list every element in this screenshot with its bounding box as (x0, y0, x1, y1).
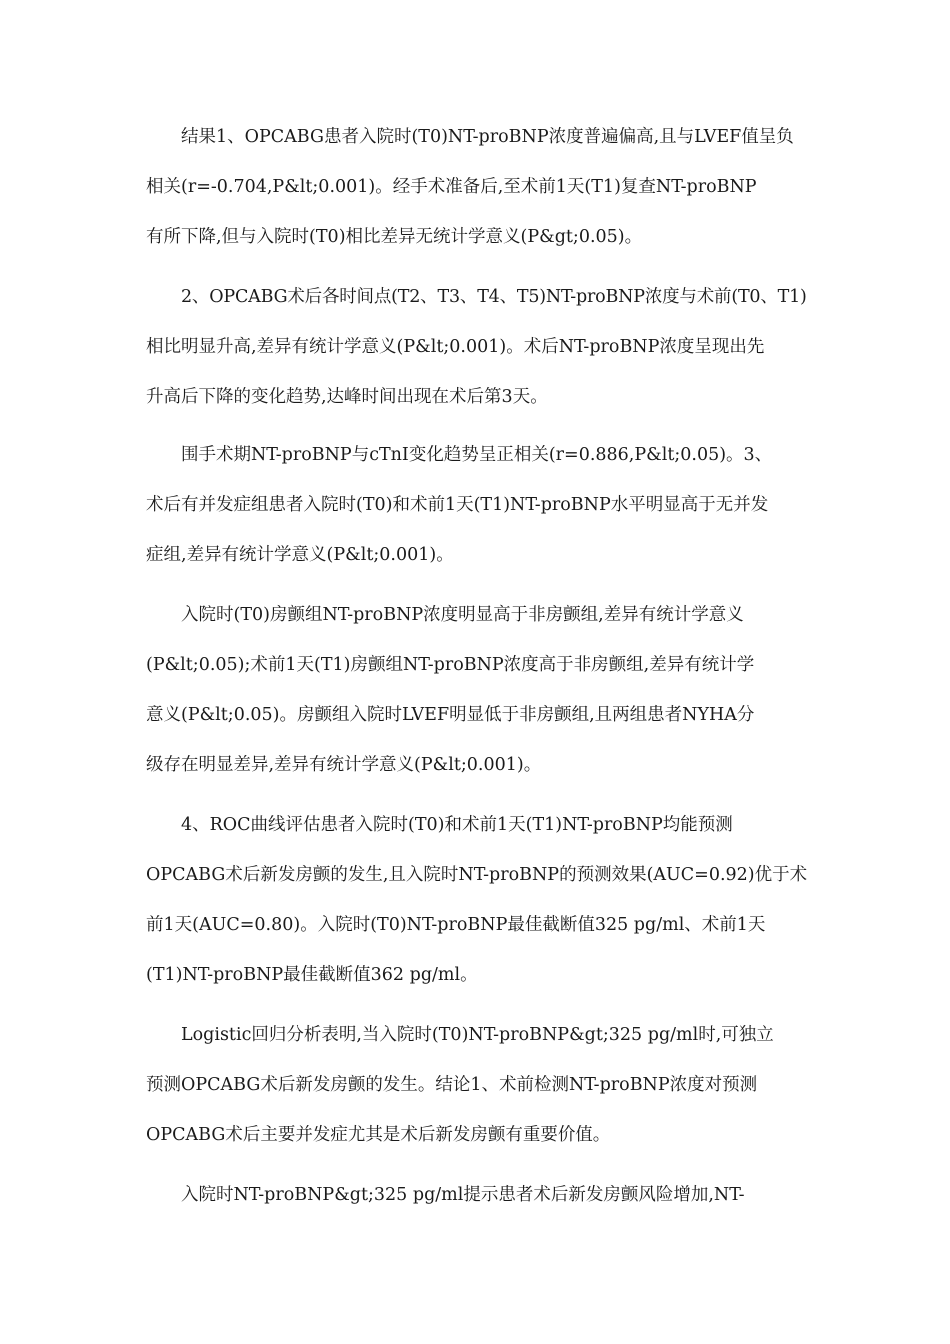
text-line: 相比明显升高,差异有统计学意义(P&lt;0.001)。术后NT-proBNP浓度呈现出先 (146, 337, 765, 357)
paragraph-logistic-conclusion (146, 1010, 810, 1160)
text-line: 2、OPCABG术后各时间点(T2、T3、T4、T5)NT-proBNP浓度与术前(T0、T1) (181, 287, 807, 307)
text-line: 结果1、OPCABG患者入院时(T0)NT-proBNP浓度普遍偏高,且与LVEF值呈负 (181, 127, 794, 147)
text-line: (T1)NT-proBNP最佳截断值362 pg/ml。 (146, 965, 478, 985)
text-line: 预测OPCABG术后新发房颤的发生。结论1、术前检测NT-proBNP浓度对预测 (146, 1075, 758, 1095)
text-line: 入院时(T0)房颤组NT-proBNP浓度明显高于非房颤组,差异有统计学意义 (181, 605, 744, 625)
paragraph-atrial-fibrillation (146, 590, 810, 790)
paragraph-risk (146, 1170, 810, 1220)
text-line: 级存在明显差异,差异有统计学意义(P&lt;0.001)。 (146, 755, 542, 775)
text-line: OPCABG术后主要并发症尤其是术后新发房颤有重要价值。 (146, 1125, 611, 1145)
paragraph-correlation (146, 430, 810, 580)
text-line: 升高后下降的变化趋势,达峰时间出现在术后第3天。 (146, 387, 548, 407)
text-line: 围手术期NT-proBNP与cTnI变化趋势呈正相关(r=0.886,P&lt;0.05)。3、 (181, 445, 773, 465)
text-line: 有所下降,但与入院时(T0)相比差异无统计学意义(P&gt;0.05)。 (146, 227, 643, 247)
paragraph-roc (146, 800, 810, 1000)
paragraph-results-1 (146, 112, 810, 262)
text-line: 意义(P&lt;0.05)。房颤组入院时LVEF明显低于非房颤组,且两组患者NYHA分 (146, 705, 755, 725)
text-line: 症组,差异有统计学意义(P&lt;0.001)。 (146, 545, 454, 565)
text-line: 4、ROC曲线评估患者入院时(T0)和术前1天(T1)NT-proBNP均能预测 (181, 815, 733, 835)
text-line: Logistic回归分析表明,当入院时(T0)NT-proBNP&gt;325 pg/ml时,可独立 (181, 1025, 774, 1045)
text-line: 前1天(AUC=0.80)。入院时(T0)NT-proBNP最佳截断值325 pg/ml、术前1天 (146, 915, 766, 935)
text-line: OPCABG术后新发房颤的发生,且入院时NT-proBNP的预测效果(AUC=0.92)优于术 (146, 865, 808, 885)
text-line: (P&lt;0.05);术前1天(T1)房颤组NT-proBNP浓度高于非房颤组,差异有统计学 (146, 655, 755, 675)
paragraph-results-2 (146, 272, 810, 422)
text-line: 入院时NT-proBNP&gt;325 pg/ml提示患者术后新发房颤风险增加,NT- (181, 1185, 745, 1205)
text-line: 相关(r=-0.704,P&lt;0.001)。经手术准备后,至术前1天(T1)复查NT-proBNP (146, 177, 757, 197)
text-line: 术后有并发症组患者入院时(T0)和术前1天(T1)NT-proBNP水平明显高于无并发 (146, 495, 769, 515)
